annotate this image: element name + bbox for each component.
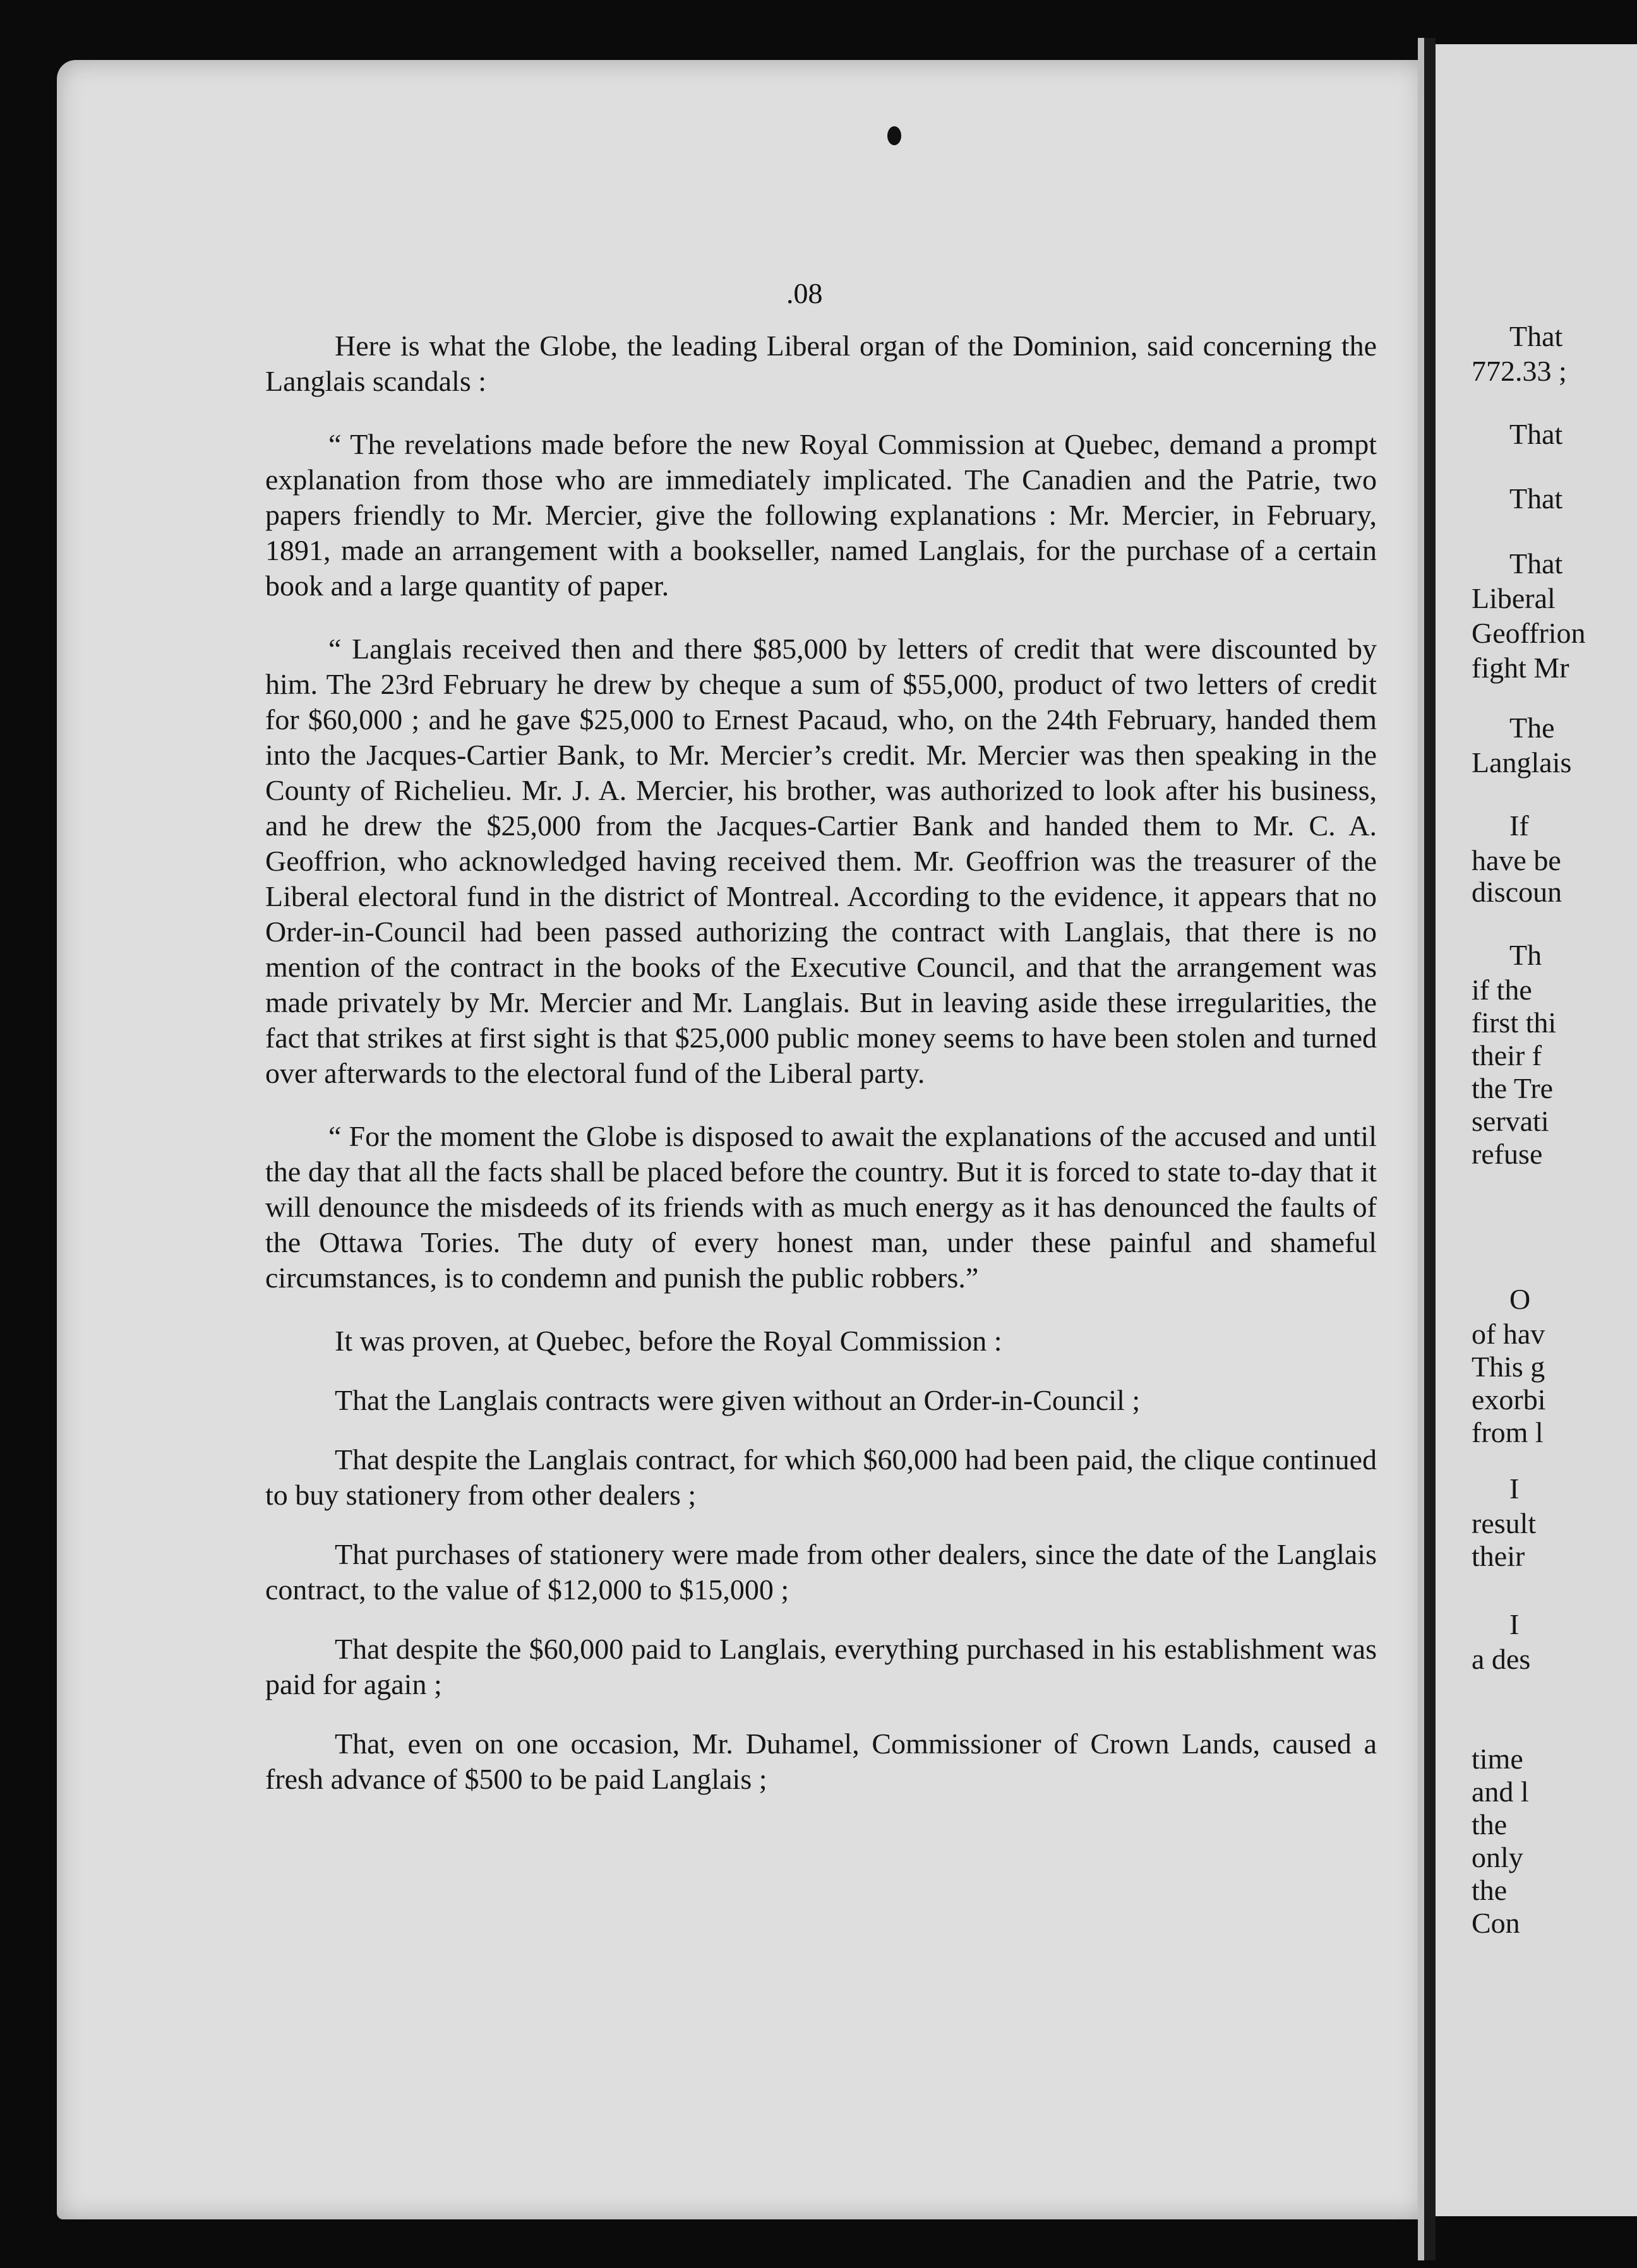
right-line: This g — [1472, 1351, 1545, 1383]
book-spine — [1424, 38, 1436, 2260]
right-line: if the — [1472, 974, 1532, 1006]
proven-heading: It was proven, at Quebec, before the Royal Commission : — [335, 1325, 1002, 1357]
right-line: I — [1509, 1608, 1520, 1640]
right-line: time — [1472, 1743, 1523, 1775]
finding-4: That despite the $60,000 paid to Langlais, everything purchased in his establishment was paid for again ; — [265, 1633, 1377, 1700]
finding-3: That purchases of stationery were made from other dealers, since the date of the Langlais contract, to the value of $12,000 to $15,000 ; — [265, 1538, 1377, 1606]
right-line: and l — [1472, 1776, 1529, 1808]
right-line: The — [1509, 712, 1555, 744]
right-line: the — [1472, 1808, 1508, 1841]
finding-2: That despite the Langlais contract, for which $60,000 had been paid, the clique continued to buy stationery from other dealers ; — [265, 1443, 1377, 1511]
right-line: first thi — [1472, 1006, 1557, 1039]
page-number: .08 — [786, 277, 823, 309]
right-line: have be — [1472, 844, 1561, 876]
left-column-text — [265, 328, 1377, 1821]
right-line: If — [1509, 809, 1529, 842]
right-line: servati — [1472, 1105, 1549, 1137]
right-page-column-fragment — [1472, 0, 1637, 2268]
right-line: That — [1509, 482, 1563, 515]
right-line: That — [1509, 418, 1563, 450]
right-line: the Tre — [1472, 1072, 1554, 1104]
quote-paragraph-3: “ For the moment the Globe is disposed to await the explanations of the accused and until the day that all the facts shall be placed before the country. But it is forced to state to-day that it will denounce the misdeeds of its friends with as much energy as it has denounced the faults of the Ottawa Tories. The duty of every honest man, under these painful and shameful circumstances, is to condemn and punish the public robbers.” — [265, 1120, 1377, 1294]
right-line: O — [1509, 1283, 1531, 1315]
quote-paragraph-2: “ Langlais received then and there $85,000 by letters of credit that were discounted by him. The 23rd February he drew by cheque a sum of $55,000, product of two letters of credit for $60,000 ; and he gave $25,000 to Ernest Pacaud, who, on the 24th February, handed them into the Jacques-Cartier Bank, to Mr. Mercier’s credit. Mr. Mercier was then speaking in the County of Richelieu. Mr. J. A. Mercier, his brother, was authorized to look after his business, and he drew the $25,000 from the Jacques-Cartier Bank and handed them to Mr. C. A. Geoffrion, who acknowledged having received them. Mr. Geoffrion was the treasurer of the Liberal electoral fund in the district of Montreal. According to the evidence, it appears that no Order-in-Council had been passed authorizing the contract with Langlais, that there is no mention of the contract in the books of the Executive Council, and that the arrangement was made privately by Mr. Mercier and Mr. Langlais. But in leaving aside these irregularities, the fact that strikes at first sight is that $25,000 public money seems to have been stolen and turned over afterwards to the electoral fund of the Liberal party. — [265, 633, 1377, 1089]
right-line: result — [1472, 1507, 1537, 1539]
right-line: refuse — [1472, 1138, 1543, 1170]
right-line: Liberal — [1472, 582, 1556, 614]
finding-5: That, even on one occasion, Mr. Duhamel, Commissioner of Crown Lands, caused a fresh advance of $500 to be paid Langlais ; — [265, 1728, 1377, 1795]
right-line: fight Mr — [1472, 652, 1569, 684]
right-line: 772.33 ; — [1472, 355, 1567, 387]
right-line: That — [1509, 320, 1563, 352]
right-line: Geoffrion — [1472, 617, 1586, 649]
right-line: a des — [1472, 1643, 1531, 1675]
right-line: Th — [1509, 939, 1542, 971]
right-line: Langlais — [1472, 746, 1572, 779]
finding-1: That the Langlais contracts were given without an Order-in-Council ; — [335, 1384, 1141, 1416]
right-line: their f — [1472, 1039, 1542, 1071]
right-line: of hav — [1472, 1318, 1545, 1350]
right-line: their — [1472, 1540, 1525, 1572]
right-line: discoun — [1472, 876, 1562, 908]
quote-paragraph-1: “ The revelations made before the new Royal Commission at Quebec, demand a prompt explanation from those who are immediately implicated. The Canadien and the Patrie, two papers friendly to Mr. Mercier, give the following explanations : Mr. Mercier, in February, 1891, made an arrangement with a bookseller, named Langlais, for the purchase of a certain book and a large quantity of paper. — [265, 428, 1377, 602]
ink-blot-mark — [887, 126, 901, 145]
right-line: That — [1509, 547, 1563, 580]
right-line: Con — [1472, 1907, 1520, 1939]
right-line: the — [1472, 1874, 1508, 1906]
page-edge — [1418, 38, 1424, 2260]
right-line: only — [1472, 1841, 1523, 1873]
right-line: exorbi — [1472, 1383, 1546, 1416]
right-line: I — [1509, 1472, 1520, 1505]
intro-paragraph: Here is what the Globe, the leading Liberal organ of the Dominion, said concerning the Langlais scandals : — [265, 330, 1377, 397]
right-line: from l — [1472, 1416, 1544, 1448]
